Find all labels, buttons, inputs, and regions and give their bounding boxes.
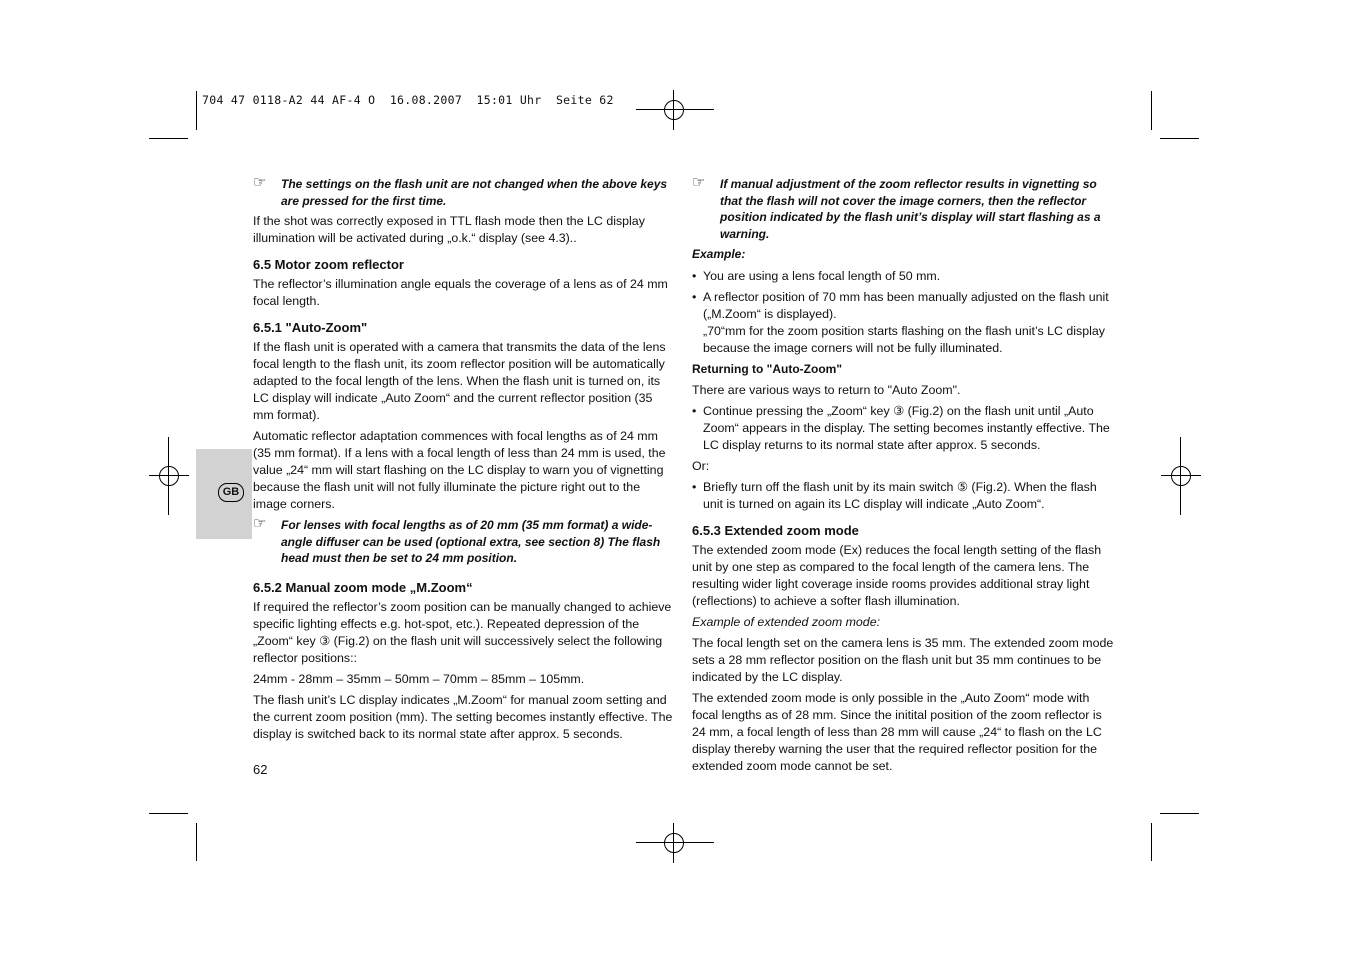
paragraph: If the flash unit is operated with a camera that transmits the data of the lens focal length to the flash unit, its zoom reflector position will be automatically adapted to the focal length of the lens. When the flash unit is turned on, its LC display will indicate „Auto Zoom“ and the current reflector position (35 mm format). (253, 340, 666, 422)
crop-mark (168, 437, 169, 515)
paragraph: If required the reflector’s zoom position can be manually changed to achieve specific lighting effects e.g. hot-spot, etc.). Repeated depression of the „Zoom“ key ③ (Fig.2) on the flash unit will successively select the following reflector positions:: (253, 599, 672, 665)
registration-mark-icon (149, 456, 189, 496)
crop-mark (1151, 823, 1152, 861)
paragraph: Or: (692, 459, 710, 473)
language-badge: GB (218, 483, 244, 502)
note (253, 176, 673, 209)
page-number: 62 (253, 762, 268, 777)
left-column (253, 176, 673, 747)
crop-mark (149, 813, 188, 814)
list-item: • Continue pressing the „Zoom“ key ③ (Fig.2) on the flash unit until „Auto Zoom“ appears in the display. The setting becomes instantly effective. The LC display returns to its normal state after approx. 5 seconds. (692, 403, 1114, 454)
crop-mark (196, 91, 197, 130)
pointing-hand-icon: ☞ (692, 174, 706, 191)
paragraph: The extended zoom mode is only possible in the „Auto Zoom“ mode with focal lengths as of 28 mm. Since the initital position of the zoom reflector is 24 mm, a focal length of less than 28 mm will cause „24“ to flash on the LC display thereby warning the user that the required reflector position for the extended zoom mode cannot be set. (692, 691, 1102, 773)
list-item: • You are using a lens focal length of 50 mm. (692, 268, 1114, 285)
example-label: Example of extended zoom mode: (692, 615, 881, 629)
note (692, 176, 1114, 242)
crop-mark (1180, 437, 1181, 515)
pointing-hand-icon: ☞ (253, 515, 267, 532)
print-slug: 704 47 0118-A2 44 AF-4 O 16.08.2007 15:01 Uhr Seite 62 (202, 93, 614, 107)
paragraph: There are various ways to return to "Auto Zoom". (692, 383, 961, 397)
paragraph: The extended zoom mode (Ex) reduces the focal length setting of the flash unit by one step as compared to the focal length of the camera lens. The resulting wider light coverage inside rooms provides additional stray light (reflections) to achieve a softer flash illumination. (692, 543, 1102, 608)
crop-mark (636, 842, 714, 843)
crop-mark (1160, 813, 1199, 814)
list-item-text: A reflector position of 70 mm has been manually adjusted on the flash unit („M.Zoom“ is displayed). (703, 290, 1109, 321)
note-text: The settings on the flash unit are not changed when the above keys are pressed for the first time. (281, 177, 668, 208)
right-column (692, 176, 1114, 779)
list-item (692, 289, 1114, 323)
crop-mark (1160, 138, 1199, 139)
section-heading: 6.5.3 Extended zoom mode (692, 523, 859, 538)
paragraph: The reflector’s illumination angle equals the coverage of a lens as of 24 mm focal length. (253, 277, 668, 308)
registration-mark-icon (1161, 456, 1201, 496)
subheading: Returning to "Auto-Zoom" (692, 362, 843, 376)
example-label: Example: (692, 247, 746, 261)
zoom-positions: 24mm - 28mm – 35mm – 50mm – 70mm – 85mm – 105mm. (253, 671, 585, 686)
registration-mark-icon (654, 823, 694, 863)
paragraph: „70“mm for the zoom position starts flashing on the flash unit’s LC display because the image corners will not be fully illuminated. (703, 324, 1105, 355)
registration-mark-icon (654, 90, 694, 130)
section-heading: 6.5.2 Manual zoom mode „M.Zoom“ (253, 579, 473, 595)
crop-mark (1151, 91, 1152, 130)
pointing-hand-icon: ☞ (253, 174, 267, 191)
section-heading: 6.5.1 "Auto-Zoom" (253, 320, 368, 335)
note-text: For lenses with focal lengths as of 20 mm (35 mm format) a wide-angle diffuser can be used (optional extra, see section 8) The flash head must then be set to 24 mm position. (281, 518, 661, 565)
note-text: If manual adjustment of the zoom reflector results in vignetting so that the flash will not cover the image corners, then the reflector position indicated by the flash unit’s display will start flashing as a warning. (720, 177, 1101, 241)
paragraph: The focal length set on the camera lens is 35 mm. The extended zoom mode sets a 28 mm reflector position on the flash unit but 35 mm continues to be indicated by the LC display. (692, 636, 1114, 684)
crop-mark (196, 823, 197, 861)
paragraph: The flash unit’s LC display indicates „M.Zoom“ for manual zoom setting and the current zoom position (mm). The setting becomes instantly effective. The display is switched back to its normal state after approx. 5 seconds. (253, 692, 673, 741)
paragraph: If the shot was correctly exposed in TTL flash mode then the LC display illumination will be activated during „o.k.“ display (see 4.3).. (253, 214, 645, 245)
crop-mark (149, 138, 188, 139)
crop-mark (636, 109, 714, 110)
paragraph: Automatic reflector adaptation commences with focal lengths as of 24 mm (35 mm format). If a lens with a focal length of less than 24 mm is used, the value „24“ mm will start flashing on the LC display to warn you of vignetting because the flash unit will not fully illuminate the picture right out to the image corners. (253, 429, 666, 511)
list-item: • Briefly turn off the flash unit by its main switch ⑤ (Fig.2). When the flash unit is turned on again its LC display will indicate „Auto Zoom“. (692, 479, 1114, 513)
note (253, 517, 673, 567)
section-heading: 6.5 Motor zoom reflector (253, 257, 404, 272)
